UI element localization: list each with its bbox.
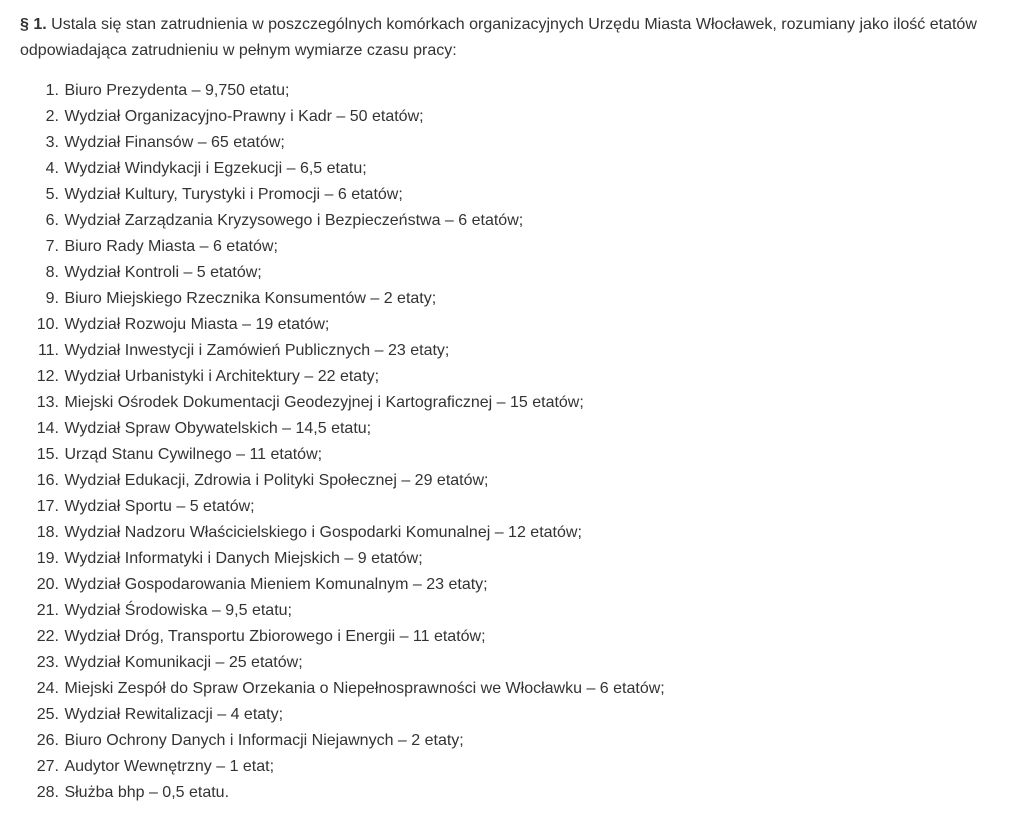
list-item — [20, 702, 1007, 728]
list-item-text: Wydział Finansów – 65 etatów; — [64, 134, 285, 151]
list-item-number: 9. — [45, 290, 59, 307]
list-item — [20, 182, 1007, 208]
list-item — [20, 208, 1007, 234]
list-item-number: 3. — [45, 134, 59, 151]
list-item — [20, 234, 1007, 260]
list-item-text: Wydział Spraw Obywatelskich – 14,5 etatu; — [64, 420, 372, 437]
list-item-text: Biuro Miejskiego Rzecznika Konsumentów – 2 etaty; — [64, 290, 437, 307]
list-item-text: Wydział Komunikacji – 25 etatów; — [64, 654, 303, 671]
list-item-text: Wydział Windykacji i Egzekucji – 6,5 etatu; — [64, 160, 367, 177]
list-item-number: 15. — [36, 446, 59, 463]
list-item-text: Wydział Gospodarowania Mieniem Komunalnym – 23 etaty; — [64, 576, 488, 593]
list-item — [20, 130, 1007, 156]
list-item — [20, 728, 1007, 754]
list-item-number: 4. — [45, 160, 59, 177]
list-item-number: 7. — [45, 238, 59, 255]
list-item-text: Wydział Rozwoju Miasta – 19 etatów; — [64, 316, 330, 333]
list-item-text: Wydział Dróg, Transportu Zbiorowego i Energii – 11 etatów; — [64, 628, 486, 645]
list-item-number: 28. — [36, 784, 59, 801]
list-item-number: 23. — [36, 654, 59, 671]
list-item-text: Wydział Kultury, Turystyki i Promocji – 6 etatów; — [64, 186, 403, 203]
list-item-number: 11. — [37, 342, 59, 359]
list-item-number: 5. — [45, 186, 59, 203]
list-item — [20, 260, 1007, 286]
list-item-text: Wydział Urbanistyki i Architektury – 22 etaty; — [64, 368, 380, 385]
list-item-number: 1. — [45, 82, 59, 99]
list-item-number: 27. — [36, 758, 59, 775]
list-item-text: Wydział Edukacji, Zdrowia i Polityki Społecznej – 29 etatów; — [64, 472, 489, 489]
list-item — [20, 78, 1007, 104]
list-item — [20, 338, 1007, 364]
list-item-number: 8. — [45, 264, 59, 281]
paragraph — [20, 12, 980, 64]
paragraph-marker: § 1. — [20, 16, 47, 33]
list-item-text: Biuro Prezydenta – 9,750 etatu; — [64, 82, 290, 99]
list-item — [20, 754, 1007, 780]
list-item-number: 21. — [36, 602, 59, 619]
list-item-text: Biuro Ochrony Danych i Informacji Niejawnych – 2 etaty; — [64, 732, 464, 749]
list-item-text: Wydział Nadzoru Właścicielskiego i Gospodarki Komunalnej – 12 etatów; — [64, 524, 582, 541]
list-item-number: 17. — [36, 498, 59, 515]
list-item-number: 18. — [36, 524, 59, 541]
list-item-number: 14. — [36, 420, 59, 437]
list-item — [20, 364, 1007, 390]
employment-list — [20, 78, 1007, 806]
list-item — [20, 286, 1007, 312]
list-item-text: Wydział Sportu – 5 etatów; — [64, 498, 255, 515]
list-item-text: Wydział Organizacyjno-Prawny i Kadr – 50 etatów; — [64, 108, 424, 125]
list-item-text: Urząd Stanu Cywilnego – 11 etatów; — [64, 446, 323, 463]
list-item-number: 16. — [36, 472, 59, 489]
list-item-text: Audytor Wewnętrzny – 1 etat; — [64, 758, 275, 775]
list-item — [20, 442, 1007, 468]
list-item-number: 10. — [36, 316, 59, 333]
list-item — [20, 104, 1007, 130]
paragraph-text: Ustala się stan zatrudnienia w poszczególnych komórkach organizacyjnych Urzędu Miasta Włocławek, rozumiany jako ilość etatów odpowiadająca zatrudnieniu w pełnym wymiarze czasu pracy: — [20, 16, 977, 59]
list-item-text: Wydział Inwestycji i Zamówień Publicznych – 23 etaty; — [64, 342, 450, 359]
list-item-text: Biuro Rady Miasta – 6 etatów; — [64, 238, 278, 255]
list-item — [20, 156, 1007, 182]
list-item-number: 2. — [45, 108, 59, 125]
list-item — [20, 546, 1007, 572]
list-item-text: Miejski Ośrodek Dokumentacji Geodezyjnej i Kartograficznej – 15 etatów; — [64, 394, 584, 411]
list-item-number: 24. — [36, 680, 59, 697]
list-item-text: Wydział Kontroli – 5 etatów; — [64, 264, 262, 281]
list-item-text: Miejski Zespół do Spraw Orzekania o Niepełnosprawności we Włocławku – 6 etatów; — [64, 680, 665, 697]
list-item-text: Służba bhp – 0,5 etatu. — [64, 784, 230, 801]
list-item — [20, 676, 1007, 702]
list-item-text: Wydział Informatyki i Danych Miejskich – 9 etatów; — [64, 550, 423, 567]
list-item — [20, 494, 1007, 520]
list-item — [20, 624, 1007, 650]
list-item-number: 6. — [45, 212, 59, 229]
list-item — [20, 520, 1007, 546]
list-item-number: 22. — [36, 628, 59, 645]
list-item — [20, 390, 1007, 416]
list-item-number: 26. — [36, 732, 59, 749]
list-item — [20, 650, 1007, 676]
list-item-number: 20. — [36, 576, 59, 593]
list-item — [20, 780, 1007, 806]
list-item — [20, 598, 1007, 624]
list-item-number: 25. — [36, 706, 59, 723]
list-item — [20, 572, 1007, 598]
list-item — [20, 312, 1007, 338]
list-item-text: Wydział Rewitalizacji – 4 etaty; — [64, 706, 284, 723]
list-item-number: 12. — [36, 368, 59, 385]
list-item-text: Wydział Środowiska – 9,5 etatu; — [64, 602, 292, 619]
list-item-number: 13. — [36, 394, 59, 411]
list-item — [20, 468, 1007, 494]
list-item-number: 19. — [36, 550, 59, 567]
list-item — [20, 416, 1007, 442]
list-item-text: Wydział Zarządzania Kryzysowego i Bezpieczeństwa – 6 etatów; — [64, 212, 524, 229]
